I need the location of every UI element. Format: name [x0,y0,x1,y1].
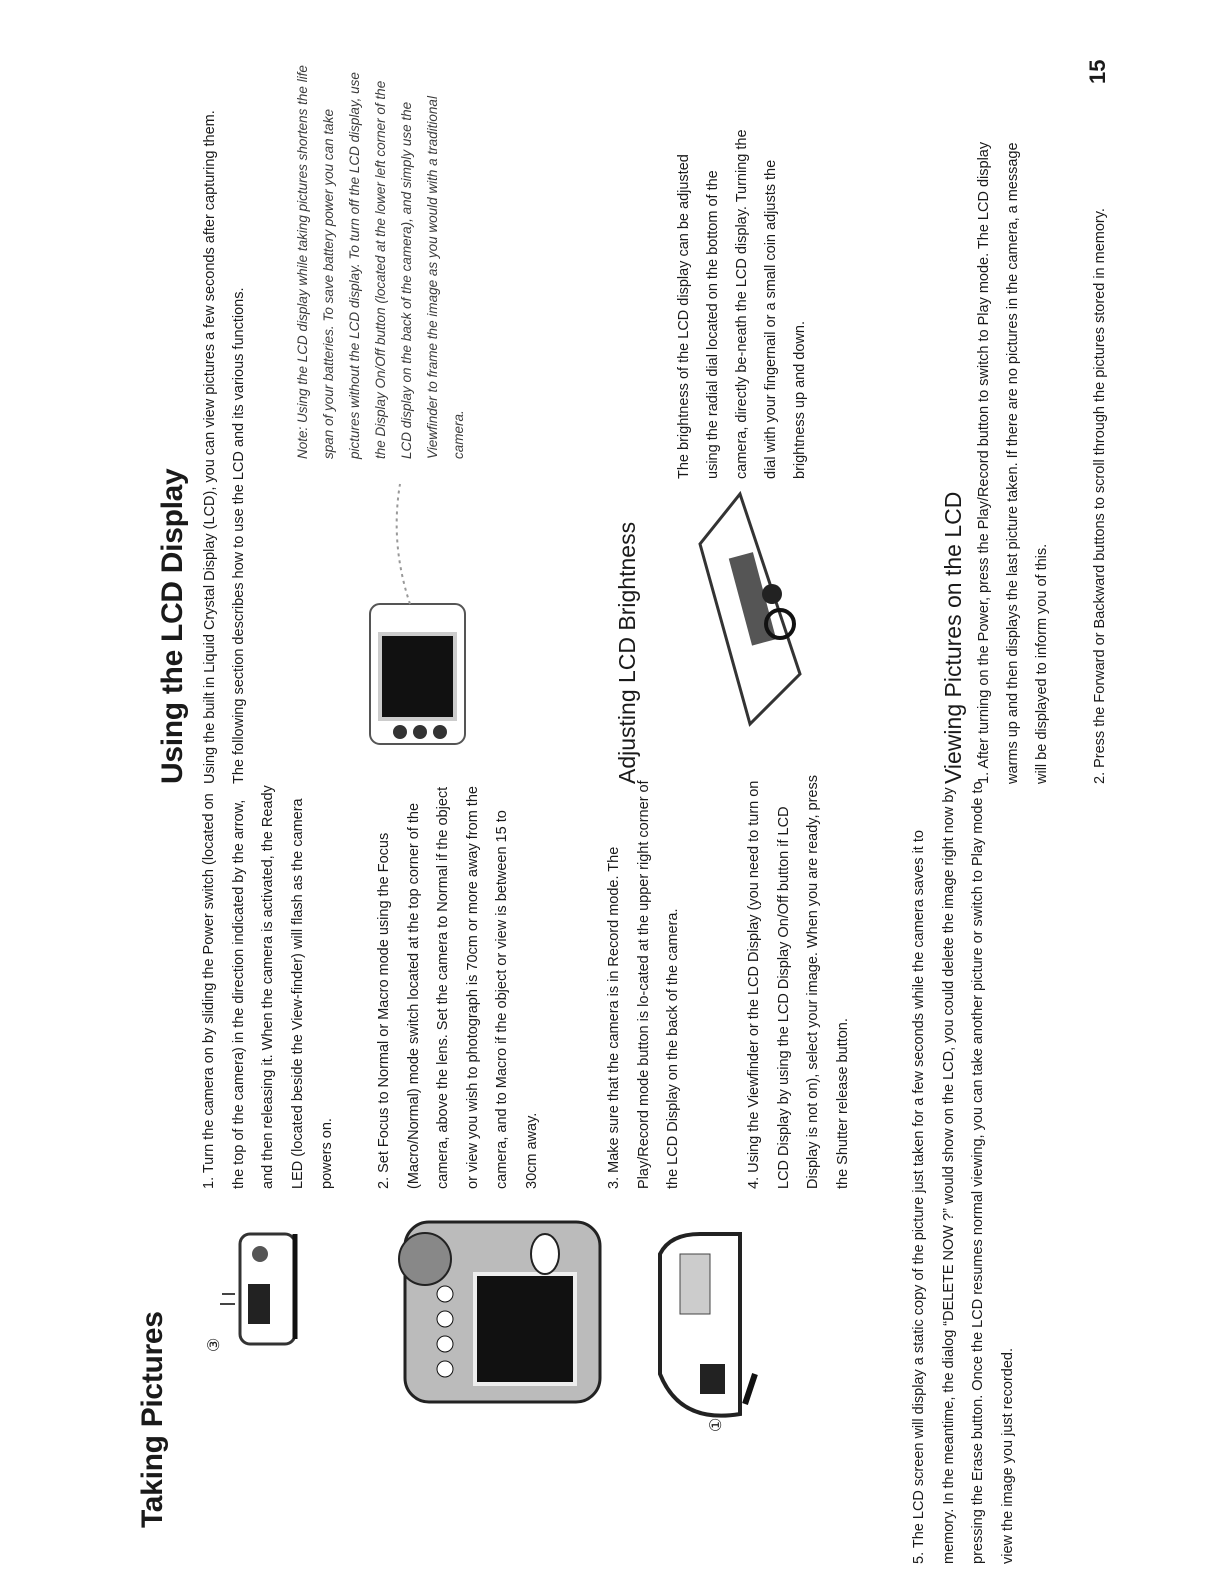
step-2: 2. Set Focus to Normal or Macro mode using the Focus (Macro/Normal) mode switch located at the top corner of the camera, above the lens. Set the camera to Normal if the object or view you wish to photograph is 70cm or more away from the camera, and to Macro if the object or view is between 15 to 30cm away. [376,786,540,1189]
viewing-step-2: 2. Press the Forward or Backward buttons to scroll through the pictures stored in memory. [1092,208,1108,784]
battery-note: Note: Using the LCD display while taking pictures shortens the life span of your batteries. To save battery power you can take pictures without the LCD display. To turn off the LCD display, use the Display On/Off button (located at the lower left corner of the LCD display on the back of the camera), and simply use the Viewfinder to frame the image as you would with a traditional camera. [295,65,466,459]
using-lcd-title: Using the LCD Display [156,468,189,784]
camera-back-illustration [385,1214,605,1414]
brightness-text: The brightness of the LCD display can be adjusted using the radial dial located on the bottom of the camera, directly be-neath the LCD display. Turning the dial with your fingernail or a small coin adjusts the brightness up and down. [676,129,808,479]
taking-pictures-title: Taking Pictures [136,1311,169,1528]
lcd-illustration [320,474,470,754]
step-5: 5. The LCD screen will display a static copy of the picture just taken for a few seconds while the camera saves it to memory. In the meantime, the dialog “DELETE NOW ?” would show on the LCD, you could delete the image right now by pressing the Erase button. Once the LCD resumes normal viewing, you can take another picture or switch to Play mode to view the image you just recorded. [911,781,1016,1564]
camera-side-figure [640,1214,760,1434]
viewing-step-1: 1. After turning on the Power, press the Play/Record button to switch to Play mode. The LCD display warms up and then displays the last picture taken. If there are no pictures in the camera, a message will be displayed to inform you of this. [976,141,1050,784]
figure-marker-3: ③ [206,1337,223,1352]
dial-illustration [680,474,830,744]
camera-side-illustration [640,1214,760,1434]
viewing-pictures-heading: Viewing Pictures on the LCD [940,491,966,784]
lcd-intro: Using the built in Liquid Crystal Display (LCD), you can view pictures a few seconds after capturing them. The following section describes how to use the LCD and its various functions. [202,110,247,784]
page-number: 15 [1085,59,1110,84]
figure-marker-1: ① [708,1417,725,1432]
step-1: 1. Turn the camera on by sliding the Power switch (located on the top of the camera) in the direction indicated by the arrow, and then releasing it. When the camera is activated, the Ready LED (located beside the View-finder) will flash as the camera powers on. [201,785,335,1189]
lcd-figure [320,474,470,754]
adjusting-brightness-heading: Adjusting LCD Brightness [614,521,640,784]
step-4: 4. Using the Viewfinder or the LCD Display (you need to turn on LCD Display by using the LCD Display On/Off button if LCD Display is not on), select your image. When you are ready, press the Shutter release button. [746,775,851,1189]
dial-figure [680,474,830,744]
camera-back-figure [385,1214,605,1414]
step-3: 3. Make sure that the camera is in Record mode. The Play/Record mode button is lo-cated at the upper right corner of the LCD Display on the back of the camera. [606,780,681,1189]
